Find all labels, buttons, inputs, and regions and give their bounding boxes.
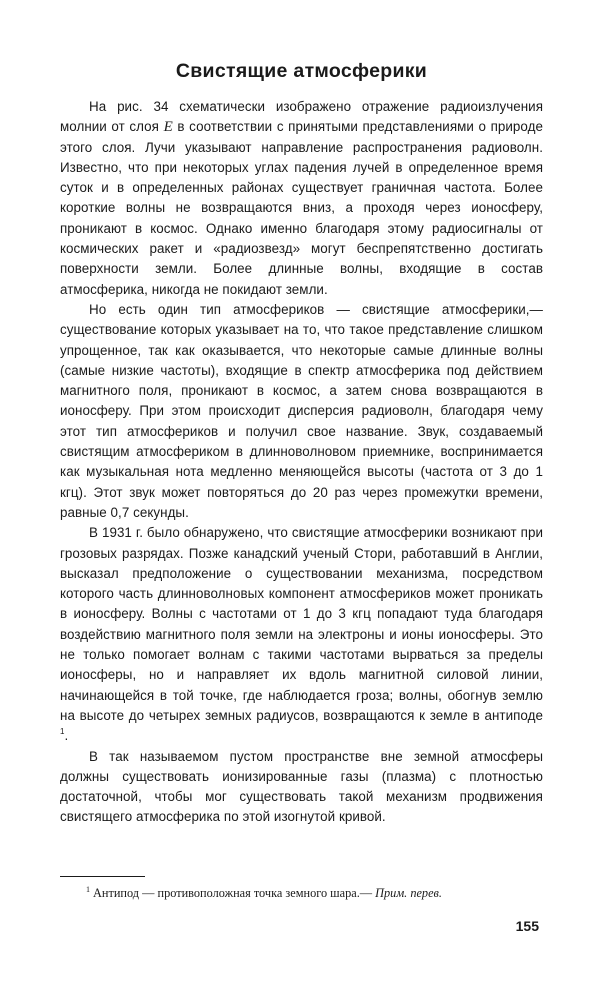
page-number: 155 <box>515 918 539 934</box>
paragraph-3-end: . <box>64 728 69 744</box>
footnote-divider <box>60 876 145 877</box>
footnote <box>60 885 543 901</box>
paragraph-1-rest: в соответствии с принятыми представлениями о природе этого слоя. Лучи указывают направление распространения радиоволн. Известно, что при некоторых углах падения лучей в определенное время суток и в определенных районах существует граничная частота. Более короткие волны не возвращаются вниз, а проходя через ионосферу, проникают в космос. Однако именно благодаря этому радиосигналы от космических ракет и «радиозвезд» могут беспрепятственно достигать поверхности земли. Более длинные волны, входящие в состав атмосферика, никогда не покидают земли. <box>60 119 543 297</box>
footnote-reference: 1 <box>60 727 65 737</box>
paragraph-3-text: В 1931 г. было обнаружено, что свистящие атмосферики возникают при грозовых разрядах. Позже канадский ученый Стори, работавший в Англии, высказал предположение о существовании механизма, посредством которого часть длинноволновых компонент атмосфериков может проникать в ионосферу. Волны с частотами от 1 до 3 кгц попадают туда благодаря воздействию магнитного поля земли на электроны и ионы ионосферы. Это не только помогает волнам с такими частотами вырваться за пределы ионосферы, но и направляет их вдоль магнитной силовой линии, начинающейся в той точке, где наблюдается гроза; волны, обогнув землю на высоте до четырех земных радиусов, возвращаются к земле в антиподе <box>60 525 543 723</box>
paragraph-1-start: На рис. 34 схематически изображено отражение радиоизлучения молнии от слоя <box>60 99 543 135</box>
section-title: Свистящие атмосферики <box>175 60 428 82</box>
book-page <box>60 58 543 958</box>
body-text <box>60 97 543 828</box>
paragraph-4: В так называемом пустом пространстве вне земной атмосферы должны существовать ионизированные газы (плазма) с плотностью достаточной, чтобы мог существовать такой механизм продвижения свистящего атмосферика по этой изогнутой кривой. <box>60 748 543 825</box>
paragraph-1 <box>60 97 543 300</box>
paragraph-2: Но есть один тип атмосфериков — свистящие атмосферики,— существование которых указывает на то, что такое представление слишком упрощенное, так как оказывается, что некоторые самые длинные волны (самые низкие частоты), входящие в спектр атмосферика под действием магнитного поля, проникают в космос, а затем снова возвращаются в ионосферу. При этом происходит дисперсия радиоволн, благодаря чему этот тип атмосфериков и получил свое название. Звук, создаваемый свистящим атмосфериком в длинноволновом приемнике, воспринимается как музыкальная нота медленно меняющейся высоты (частота от 3 до 1 кгц). Этот звук может повторяться до 20 раз через промежутки времени, равные 0,7 секунды. <box>60 301 543 520</box>
footnote-mark: 1 <box>86 885 90 894</box>
footnote-translator-note: Прим. перев. <box>375 886 442 900</box>
layer-letter: E <box>163 119 173 136</box>
footnote-text: Антипод — противоположная точка земного шара.— <box>93 886 376 900</box>
paragraph-3 <box>60 523 543 746</box>
